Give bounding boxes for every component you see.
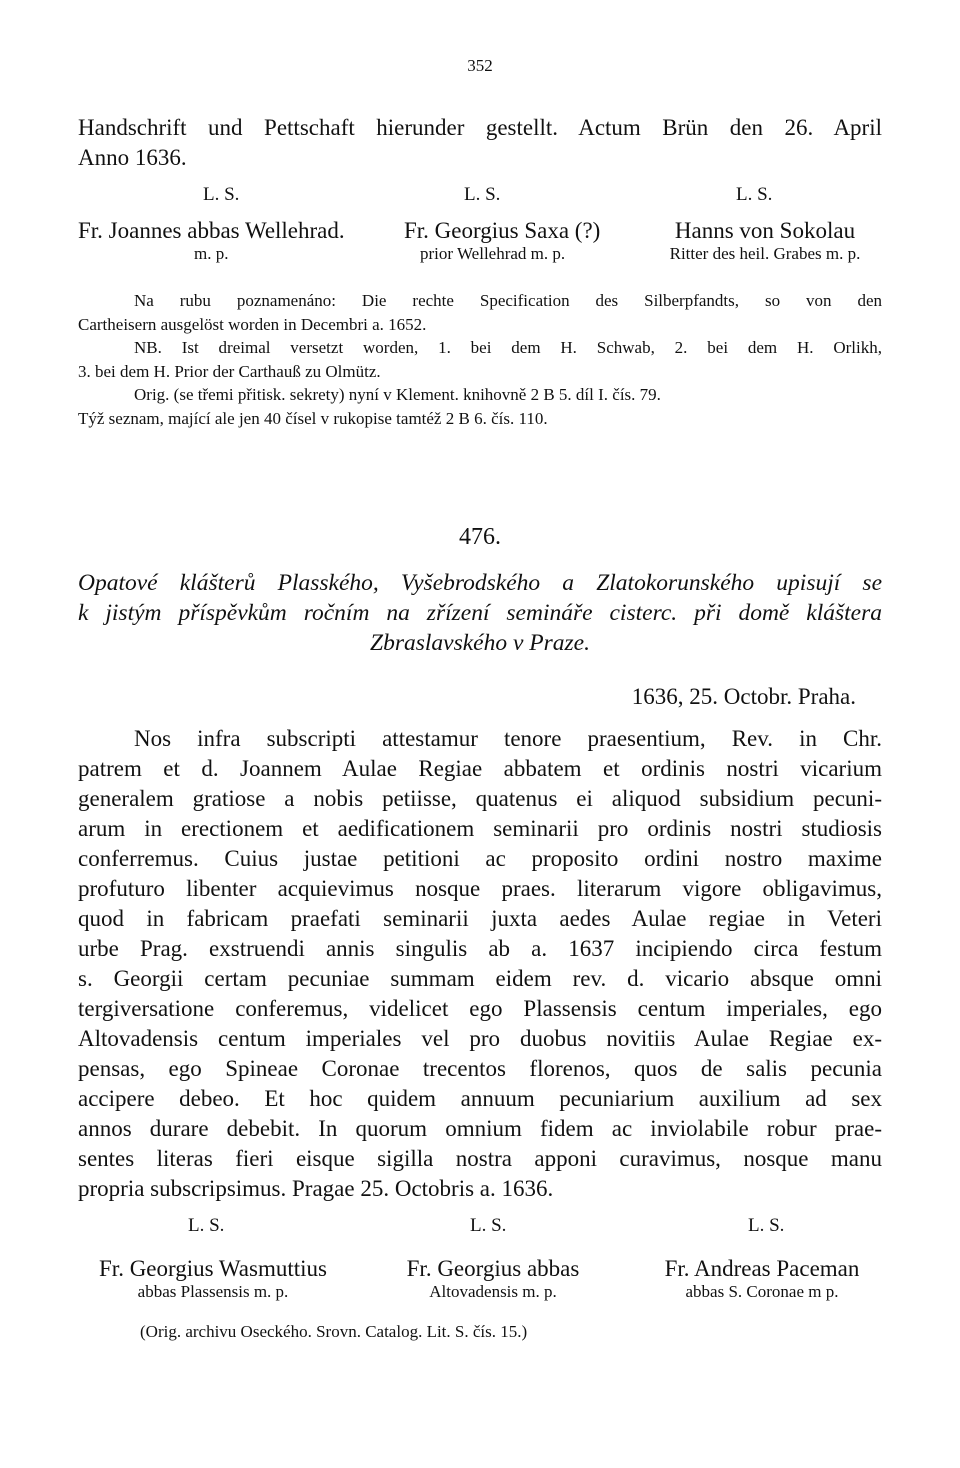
body-line: generalem gratiose a nobis petiisse, quatenus ei aliquod subsidium pecuni- xyxy=(78,786,882,811)
signer-name: Fr. Georgius abbas xyxy=(406,1256,580,1281)
title-line: k jistým příspěvkům ročním na zřízení semináře cisterc. při domě kláštera xyxy=(78,600,882,626)
note-line: Týž seznam, mající ale jen 40 čísel v rukopise tamtéž 2 B 6. čís. 110. xyxy=(78,408,548,428)
signature-block xyxy=(78,218,398,264)
document-number: 476. xyxy=(459,524,501,550)
body-line: arum in erectionem et aedificationem seminarii pro ordinis nostri studiosis xyxy=(78,816,882,841)
signer-name: Hanns von Sokolau xyxy=(674,218,856,243)
seal-mark: L. S. xyxy=(736,184,773,205)
body-line: conferremus. Cuius justae petitioni ac proposito ordini nostro maxime xyxy=(78,846,882,871)
note-line: NB. Ist dreimal versetzt worden, 1. bei dem H. Schwab, 2. bei dem H. Orlikh, xyxy=(134,338,882,358)
archival-notes xyxy=(78,289,882,431)
body-line: propria subscripsimus. Pragae 25. Octobris a. 1636. xyxy=(78,1176,554,1201)
signer-name: Fr. Georgius Saxa (?) xyxy=(404,218,601,243)
signature-block xyxy=(648,218,882,264)
signer-title: abbas S. Coronae m p. xyxy=(685,1282,839,1301)
body-line: accipere debeo. Et hoc quidem annuum pecuniarium auxilium ad sex xyxy=(78,1086,882,1111)
body-line: tergiversatione conferemus, videlicet ego Plassensis centum imperiales, ego xyxy=(78,996,882,1021)
seal-mark: L. S. xyxy=(203,184,240,205)
signer-name: Fr. Georgius Wasmuttius xyxy=(99,1256,327,1281)
signature-block xyxy=(78,1256,348,1302)
signature-block xyxy=(642,1256,882,1302)
document-title xyxy=(78,568,882,658)
body-line: quod in fabricam praefati seminarii juxta aedes Aulae regiae in Veteri xyxy=(78,906,882,931)
seal-mark: L. S. xyxy=(470,1215,507,1236)
body-line: Nos infra subscripti attestamur tenore praesentium, Rev. in Chr. xyxy=(134,726,882,751)
body-line: pensas, ego Spineae Coronae trecentos florenos, quos de salis pecunia xyxy=(78,1056,882,1081)
body-line: s. Georgii certam pecuniae summam eidem rev. d. vicario absque omni xyxy=(78,966,882,991)
paragraph-line: Handschrift und Pettschaft hierunder gestellt. Actum Brün den 26. April xyxy=(78,115,882,140)
body-line: urbe Prag. exstruendi annis singulis ab a. 1637 incipiendo circa festum xyxy=(78,936,882,961)
page-number: 352 xyxy=(467,56,493,75)
paragraph-line: Anno 1636. xyxy=(78,145,187,170)
body-line: annos durare debebit. In quorum omnium fidem ac inviolabile robur prae- xyxy=(78,1116,882,1141)
document-body xyxy=(78,724,882,1204)
signer-title: prior Wellehrad m. p. xyxy=(420,244,566,263)
source-note xyxy=(78,1322,882,1342)
body-line: sentes literas fieri eisque sigilla nostra apponi curavimus, nosque manu xyxy=(78,1146,882,1171)
signer-title: Altovadensis m. p. xyxy=(429,1282,557,1301)
title-line: Zbraslavského v Praze. xyxy=(370,630,590,656)
body-line: patrem et d. Joannem Aulae Regiae abbatem et ordinis nostri vicarium xyxy=(78,756,882,781)
note-line: Na rubu poznamenáno: Die rechte Specification des Silberpfandts, so von den xyxy=(134,291,882,310)
note-line: Cartheisern ausgelöst worden in Decembri a. 1652. xyxy=(78,314,427,334)
seal-mark: L. S. xyxy=(748,1215,785,1236)
signature-block xyxy=(378,1256,608,1302)
note-line: 3. bei dem H. Prior der Carthauß zu Olmütz. xyxy=(78,361,381,381)
body-line: Altovadensis centum imperiales vel pro duobus novitiis Aulae Regiae ex- xyxy=(78,1026,882,1051)
seal-mark: L. S. xyxy=(188,1215,225,1236)
body-line: profuturo libenter acquievimus nosque praes. literarum vigore obligavimus, xyxy=(78,876,882,901)
title-line: Opatové klášterů Plasského, Vyšebrodského a Zlatokorunského upisují se xyxy=(78,570,882,596)
signer-name: Fr. Joannes abbas Wellehrad. xyxy=(78,218,345,243)
signer-name: Fr. Andreas Paceman xyxy=(664,1256,860,1281)
top-paragraph xyxy=(78,113,882,173)
signer-title: abbas Plassensis m. p. xyxy=(137,1282,289,1301)
source-note-text: (Orig. archivu Oseckého. Srovn. Catalog. Lit. S. čís. 15.) xyxy=(140,1322,528,1341)
seal-mark: L. S. xyxy=(464,184,501,205)
signer-title: m. p. xyxy=(194,244,229,263)
note-line: Orig. (se třemi přitisk. sekrety) nyní v Klement. knihovně 2 B 5. díl I. čís. 79. xyxy=(134,385,661,405)
signer-title: Ritter des heil. Grabes m. p. xyxy=(669,244,861,263)
document-date: 1636, 25. Octobr. Praha. xyxy=(631,684,856,709)
signature-block xyxy=(404,218,644,264)
